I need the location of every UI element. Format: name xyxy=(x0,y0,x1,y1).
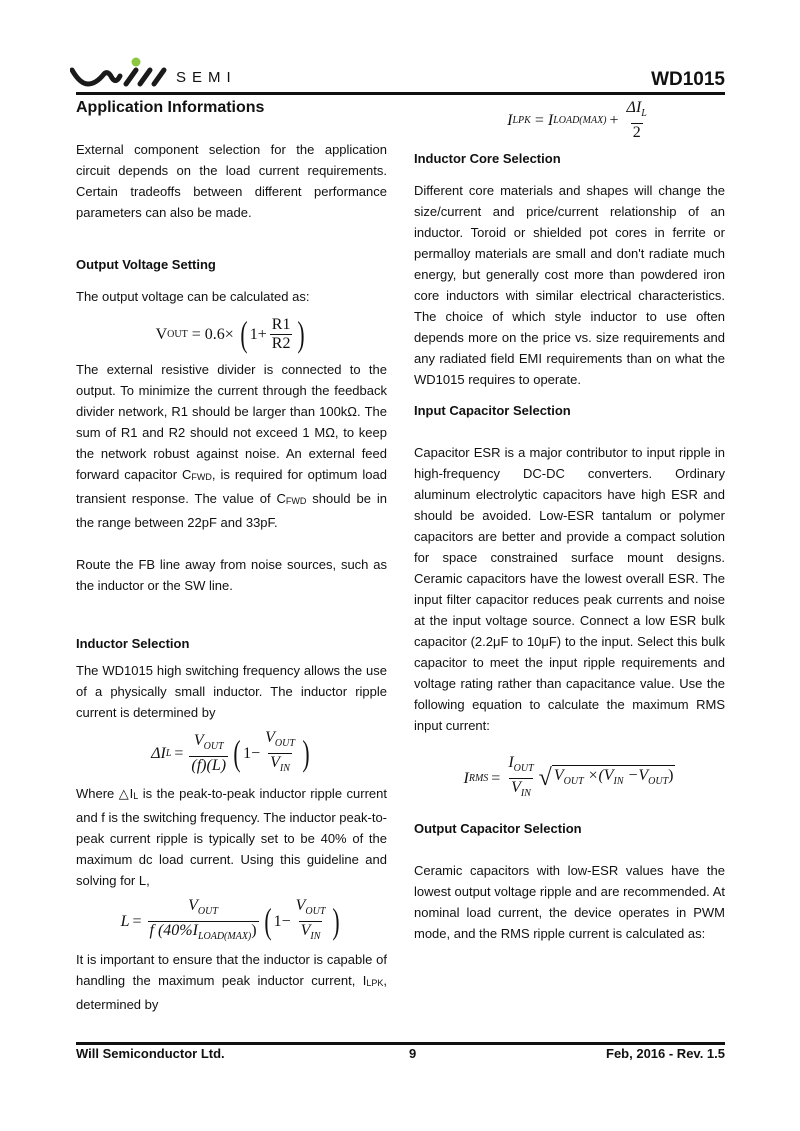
right-column xyxy=(414,97,725,944)
ripple-current-equation: ΔI L = $\frac{V_{OUT}}{(f)(L)}$ ( 1− $\frac{V_{OUT}}{V_{IN}}$ ) xyxy=(76,725,387,781)
divider-paragraph: The external resistive divider is connected to the output. To minimize the current through the feedback divider network, R1 should be larger than 100kΩ. The sum of R1 and R2 should not exceed 1 MΩ, to keep the network robust against noise. An external feed forward capacitor CFWD, is required for optimum load transient response. The value of CFWD should be in the range between 22pF and 33pF. xyxy=(76,362,387,530)
intro-paragraph: External component selection for the application circuit depends on the load current requirements. Certain tradeoffs between different performance parameters can also be made. xyxy=(76,142,387,220)
heading-output-voltage: Output Voltage Setting xyxy=(76,257,216,272)
heading-inductor-core: Inductor Core Selection xyxy=(414,151,561,166)
page-header xyxy=(70,56,725,96)
vout-equation: V OUT = 0.6× ( 1+ $\frac{R1}{R2}$ ) xyxy=(155,314,306,354)
document-id: WD1015 xyxy=(651,69,725,90)
inductor-paragraph: The WD1015 high switching frequency allows the use of a physically small inductor. The inductor ripple current is determined by xyxy=(76,663,387,720)
heading-input-capacitor: Input Capacitor Selection xyxy=(414,403,571,418)
header-divider xyxy=(76,92,725,95)
output-voltage-lead: The output voltage can be calculated as: xyxy=(76,289,310,304)
will-wave-icon xyxy=(70,56,174,92)
ripple-explanation-paragraph: Where △IL is the peak-to-peak inductor ripple current and f is the switching frequency. The inductor peak-to-peak current ripple is typically set to be 40% of the maximum dc load current. Using this guideline and solving for L, xyxy=(76,786,387,888)
fb-routing-paragraph: Route the FB line away from noise sources, such as the inductor or the SW line. xyxy=(76,557,387,593)
output-capacitor-paragraph: Ceramic capacitors with low-ESR values have the lowest output voltage ripple and are recommended. At nominal load current, the device operates in PWM mode, and the RMS ripple current is calculated as: xyxy=(414,863,725,941)
will-semi-logo xyxy=(70,56,250,92)
page-number: 9 xyxy=(409,1046,417,1061)
irms-equation: I RMS = $\frac{I_{OUT}}{V_{IN}}$ √ $V_{OUT} \times(V_{IN} -V_{OUT})$ xyxy=(414,748,725,808)
input-capacitor-paragraph: Capacitor ESR is a major contributor to input ripple in high-frequency DC-DC converters. Ordinary aluminum electrolytic capacitors have high ESR and should be avoided. Low-ESR tantalum or polymer capacitors are better and provide a compact solution for space constrained surface mount designs. Ceramic capacitors have the lowest overall ESR. The input filter capacitor reduces peak currents and noise at the input voltage source. Connect a low ESR bulk capacitor (2.2μF to 10μF) to the input. Select this bulk capacitor to meet the input ripple requirements and voltage rating rather than capacitance value. Use the following equation to calculate the maximum RMS input current: xyxy=(414,445,725,733)
core-paragraph: Different core materials and shapes will change the size/current and price/current relationship of an inductor. Toroid or shielded pot cores in ferrite or permalloy materials are small and don't radiate much energy, but generally cost more than powdered iron core inductors with similar electrical characteristics. The choice of which style inductor to use often depends more on the price vs. size requirements and any radiated field EMI requirements than on what the WD1015 requires to operate. xyxy=(414,183,725,387)
revision-date: Feb, 2016 - Rev. 1.5 xyxy=(606,1046,725,1061)
company-name: Will Semiconductor Ltd. xyxy=(76,1046,225,1061)
ilpk-equation: I LPK = I LOAD(MAX) + $\frac{\Delta I_L}{2}$ xyxy=(507,98,647,141)
peak-current-paragraph: It is important to ensure that the inductor is capable of handling the maximum peak inductor current, ILPK, determined by xyxy=(76,952,387,1012)
heading-inductor-selection: Inductor Selection xyxy=(76,636,190,651)
left-column xyxy=(76,97,387,1015)
page-footer xyxy=(76,1046,725,1061)
section-title: Application Informations xyxy=(76,99,265,116)
heading-output-capacitor: Output Capacitor Selection xyxy=(414,821,582,836)
logo-text: SEMI xyxy=(176,69,237,86)
footer-divider xyxy=(76,1042,725,1045)
inductance-equation: L = $\frac{V_{OUT}}{f (40\%I_{LOAD(MAX)})}$ ( 1− $\frac{V_{OUT}}{V_{IN}}$ ) xyxy=(76,893,387,949)
